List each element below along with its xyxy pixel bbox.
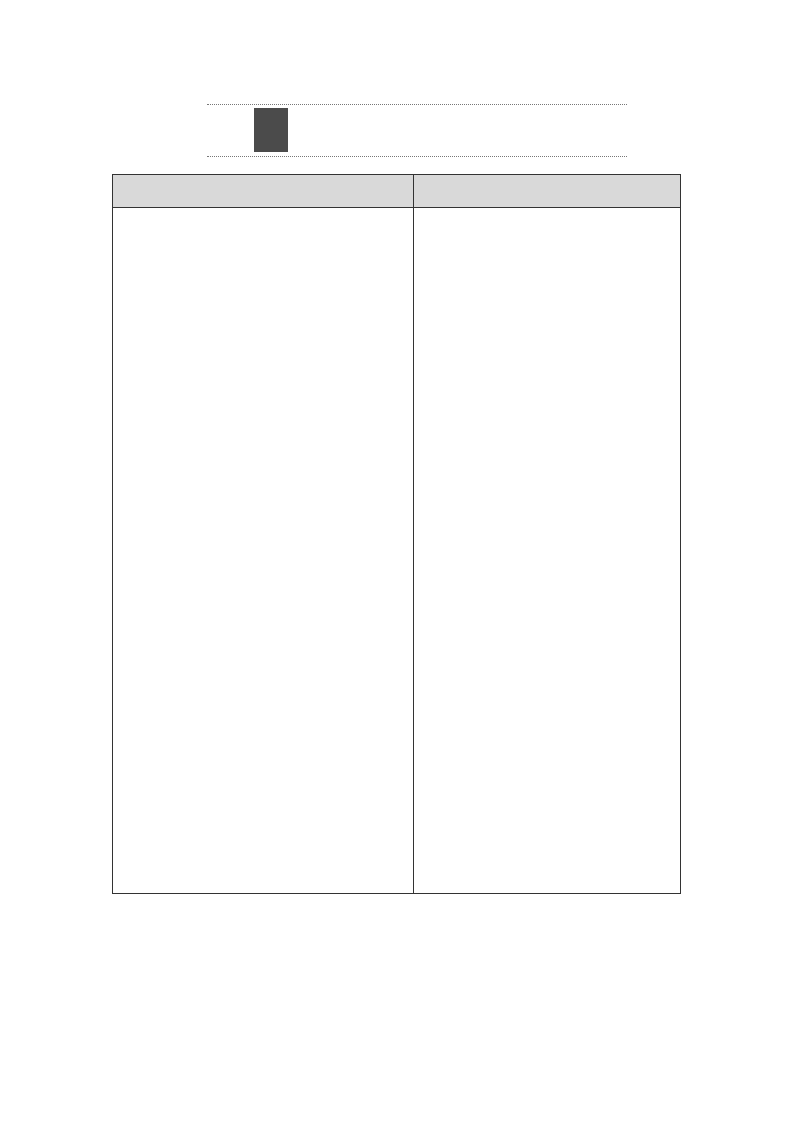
left-header <box>113 175 414 208</box>
chapter-number-badge <box>254 108 288 152</box>
right-header <box>414 175 681 208</box>
chapter-rule-bottom <box>207 156 627 157</box>
exam-frequency-chart <box>123 473 418 633</box>
exam-chart-cell <box>113 208 414 894</box>
chapter-rule-top <box>207 104 627 105</box>
chapter-heading <box>207 108 627 156</box>
overview-table <box>112 174 681 894</box>
exam-rules-cell <box>414 208 681 894</box>
